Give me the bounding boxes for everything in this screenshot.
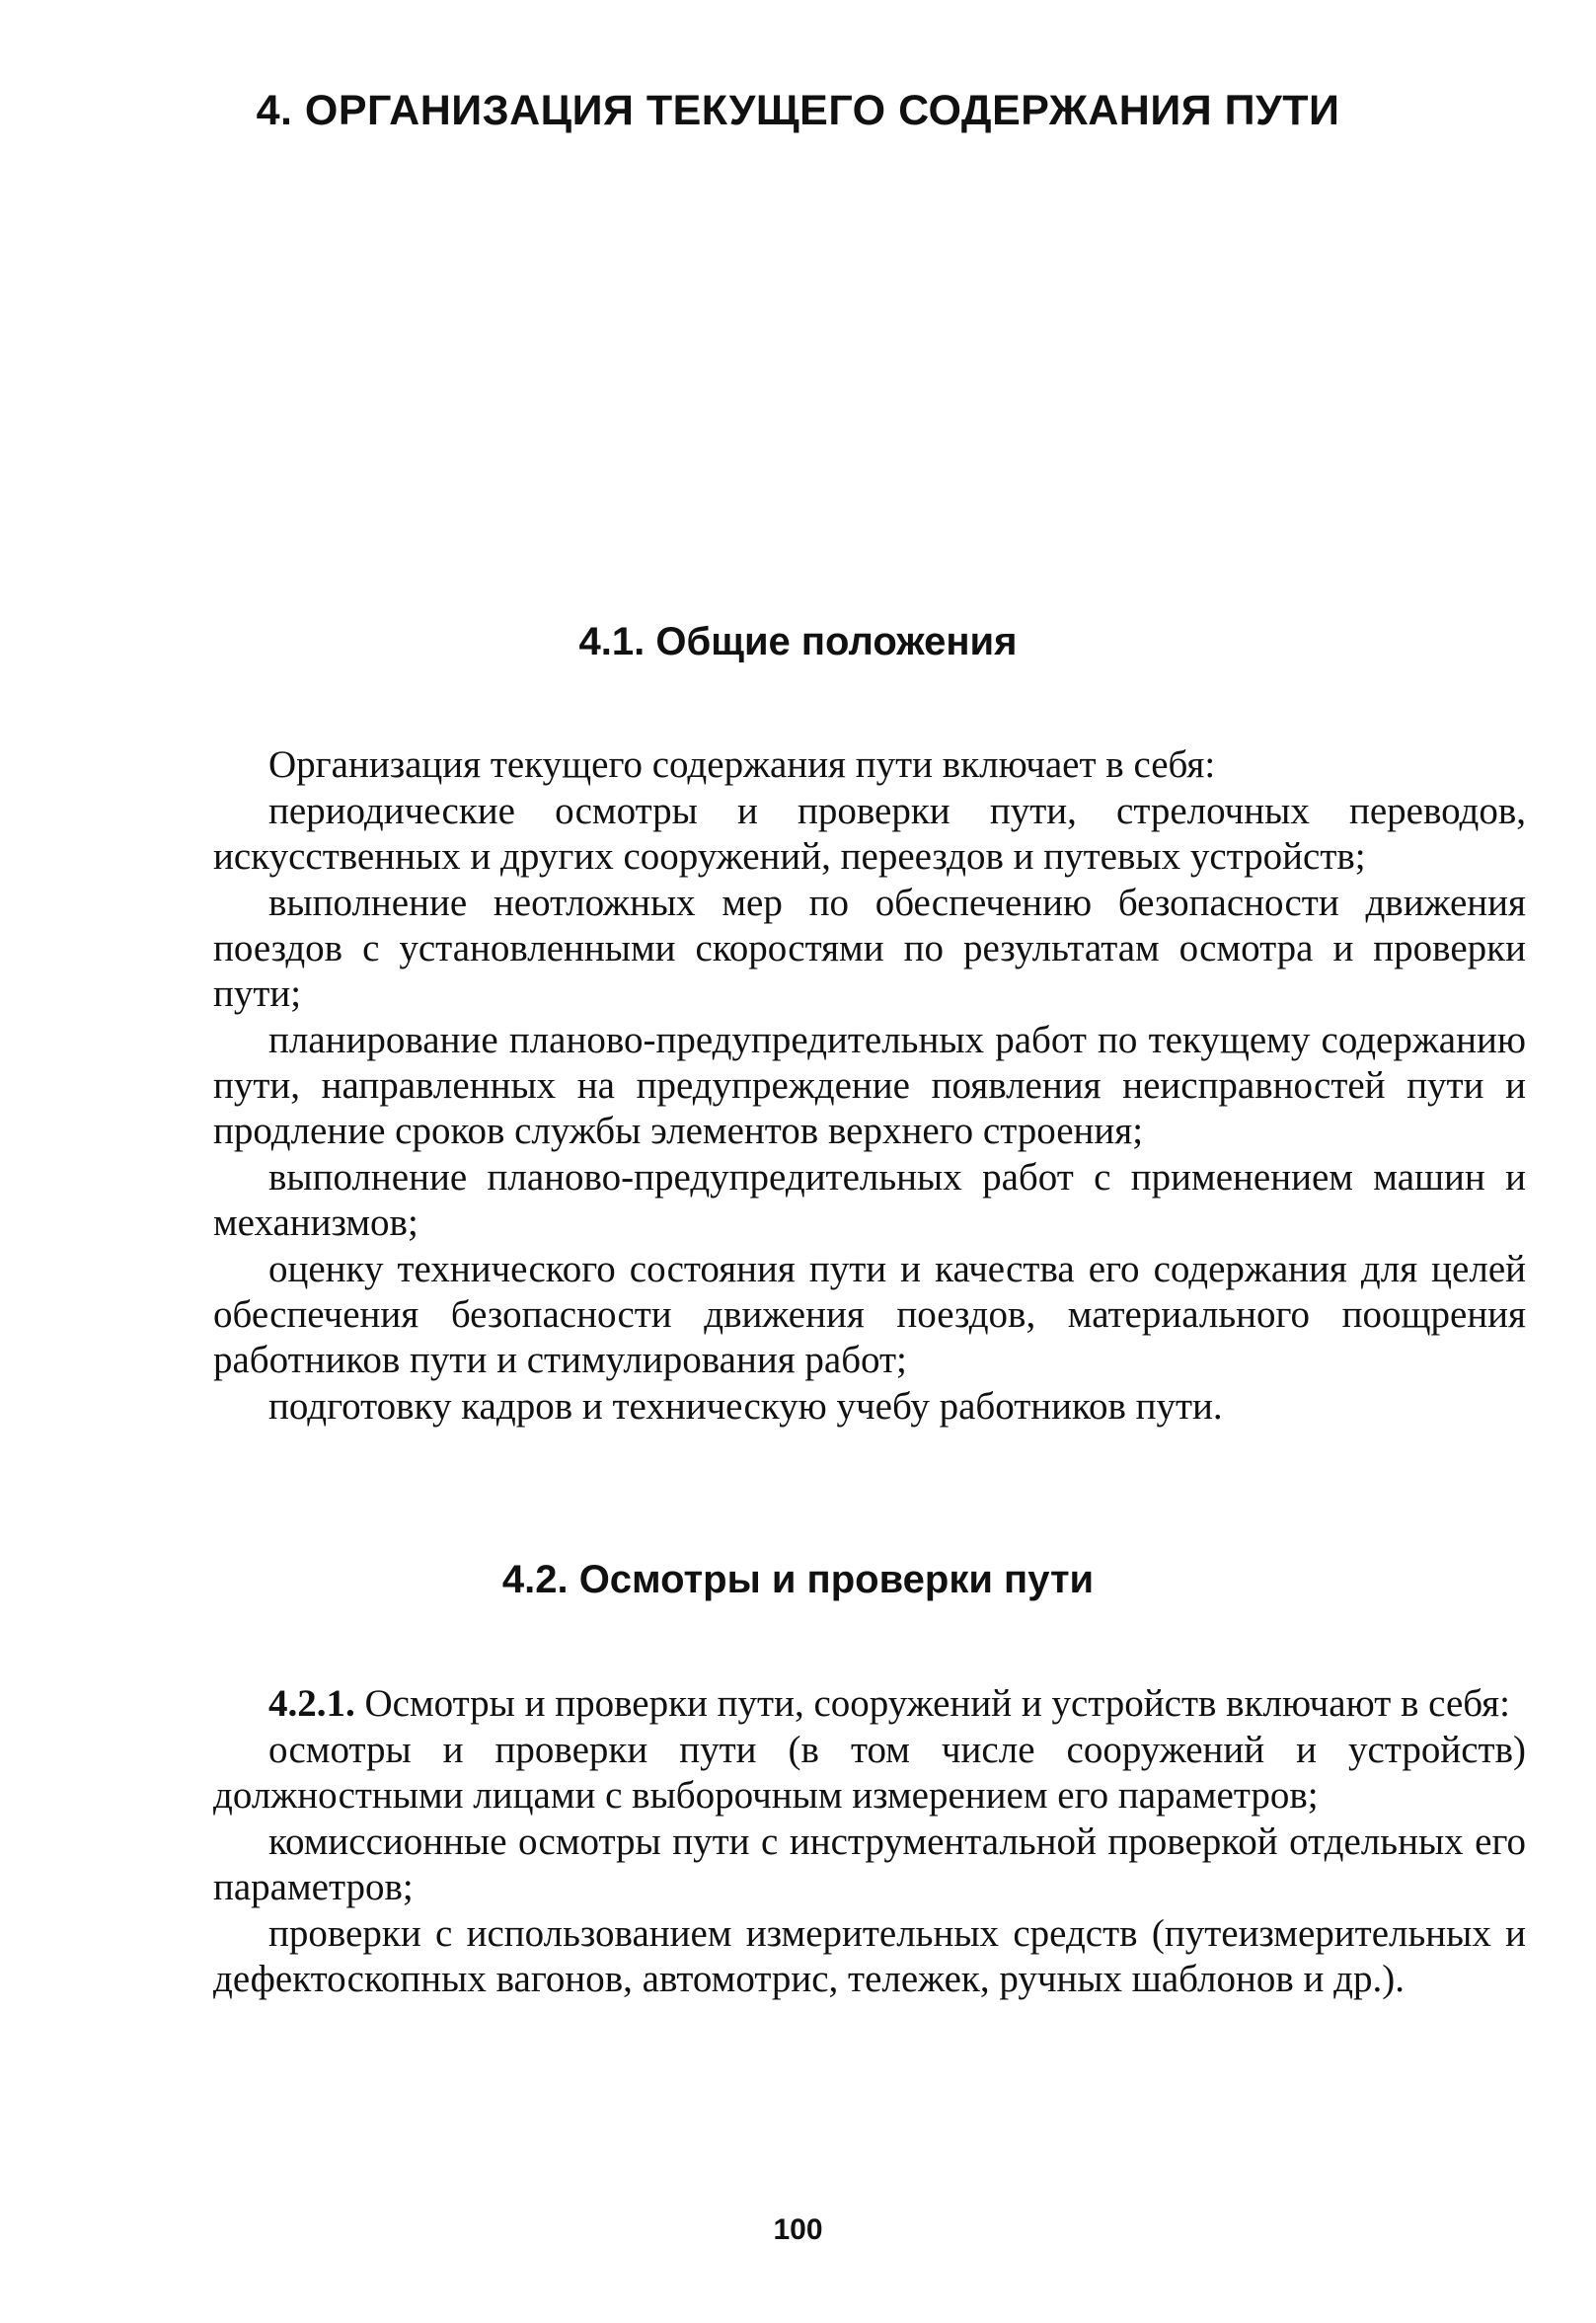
paragraph: осмотры и проверки пути (в том числе сооружений и устройств) должностными лицами с выборочным измерением его параметров;	[213, 1729, 1526, 1817]
page-number: 100	[773, 2213, 823, 2246]
paragraph: комиссионные осмотры пути с инструментальной проверкой отдельных его параметров;	[213, 1820, 1526, 1908]
section-title-general-provisions: 4.1. Общие положения	[578, 620, 1018, 663]
paragraph: проверки с использованием измерительных средств (путеизмерительных и дефектоскопных вагонов, автомотрис, тележек, ручных шаблонов и др.).	[213, 1912, 1526, 2000]
clause-paragraph	[213, 1681, 1526, 1727]
clause-number: 4.2.1.	[268, 1682, 355, 1725]
paragraph: выполнение планово-предупредительных работ с применением машин и механизмов;	[213, 1156, 1526, 1244]
paragraph: Организация текущего содержания пути включает в себя:	[268, 743, 1216, 786]
section-title-inspections: 4.2. Осмотры и проверки пути	[501, 1558, 1095, 1601]
paragraph: подготовку кадров и техническую учебу работников пути.	[268, 1385, 1223, 1428]
paragraph: оценку технического состояния пути и качества его содержания для целей обеспечения безопасности движения поездов, материального поощрения работников пути и стимулирования работ;	[213, 1248, 1526, 1381]
section-body-general-provisions	[213, 742, 1526, 1431]
section-body-inspections	[213, 1681, 1526, 2003]
paragraph: выполнение неотложных мер по обеспечению безопасности движения поездов с установленными скоростями по результатам осмотра и проверки пути;	[213, 882, 1526, 1015]
clause-text: Осмотры и проверки пути, сооружений и устройств включают в себя:	[364, 1682, 1510, 1725]
paragraph: периодические осмотры и проверки пути, стрелочных переводов, искусственных и других сооружений, переездов и путевых устройств;	[213, 790, 1526, 878]
chapter-title: 4. ОРГАНИЗАЦИЯ ТЕКУЩЕГО СОДЕРЖАНИЯ ПУТИ	[256, 87, 1340, 134]
paragraph: планирование планово-предупредительных работ по текущему содержанию пути, направленных на предупреждение появления неисправностей пути и продление сроков службы элементов верхнего строения;	[213, 1019, 1526, 1152]
